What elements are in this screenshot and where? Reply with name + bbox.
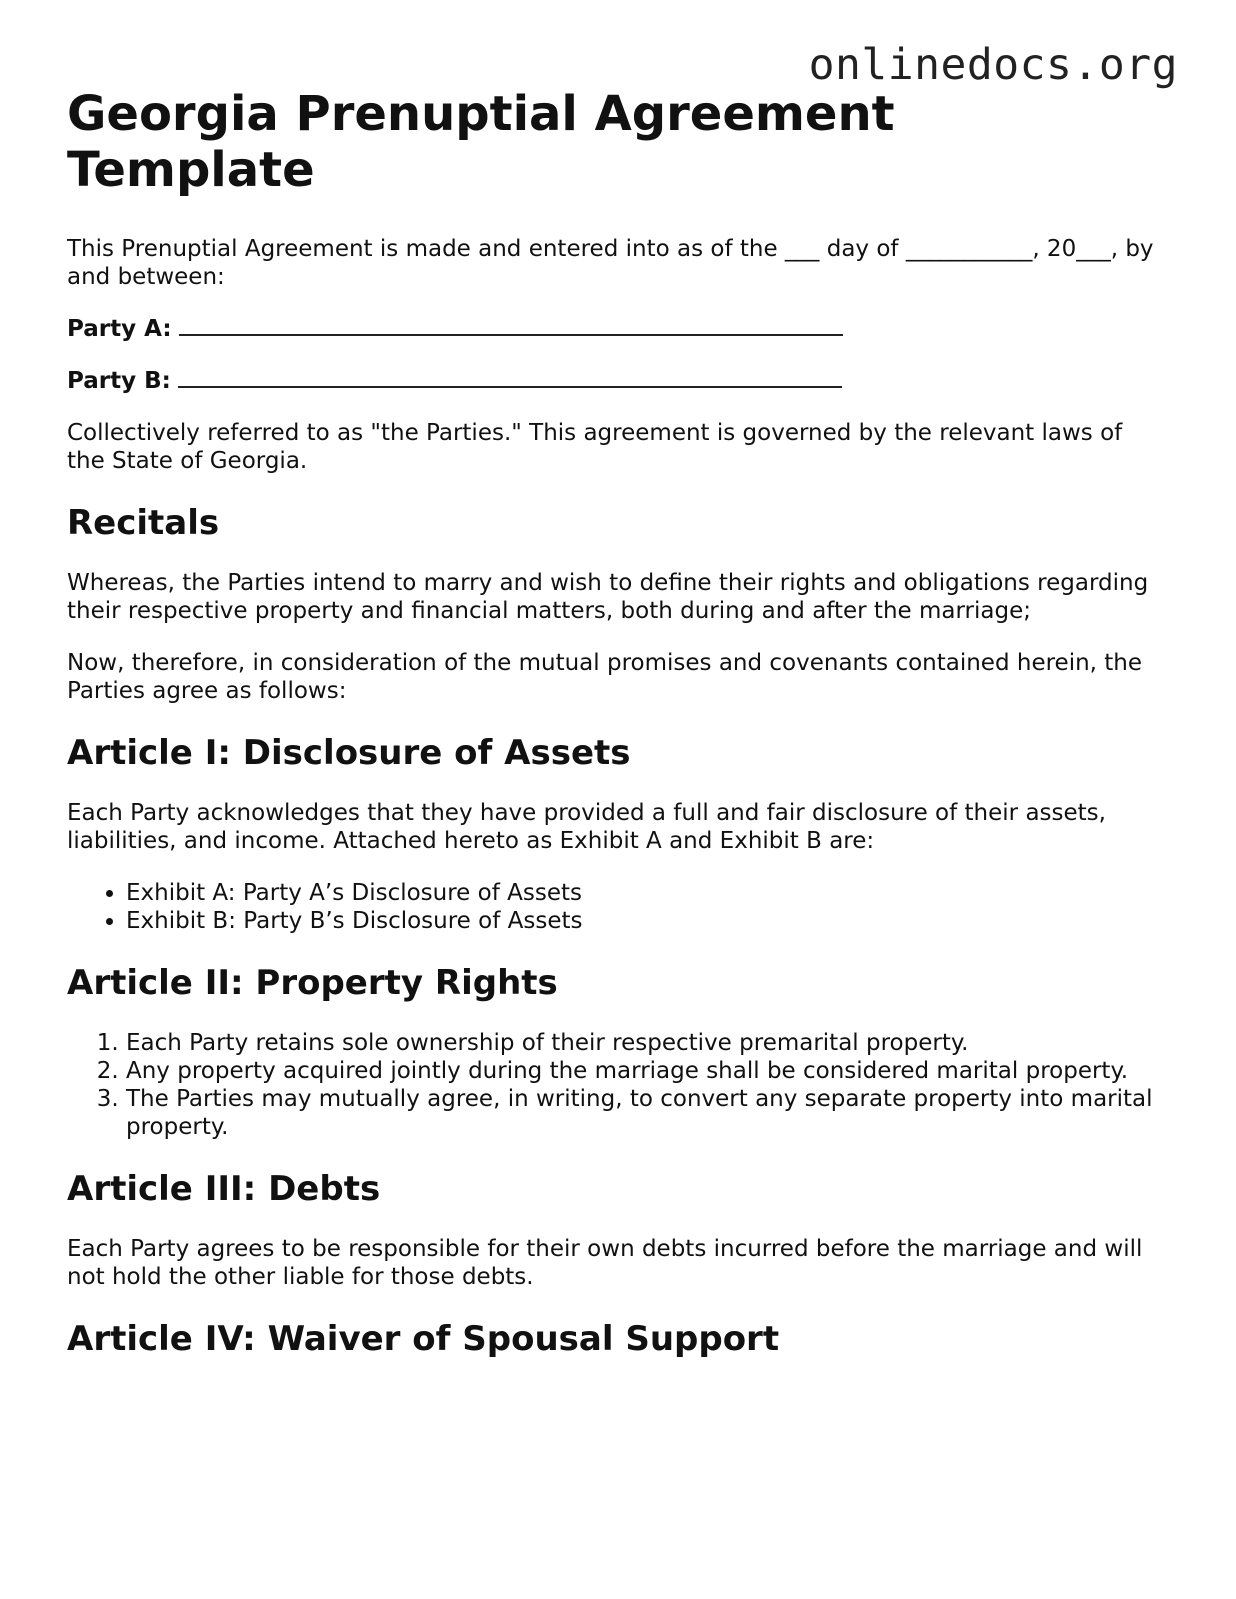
recitals-heading: Recitals [67,503,220,543]
recitals-paragraph-1: Whereas, the Parties intend to marry and wish to define their rights and obligations regarding their respective property and financial matters, both during and after the marriage; [67,570,1149,624]
watermark: onlinedocs.org [808,40,1178,90]
party-b-blank [178,368,842,388]
list-item: • Exhibit A: Party A’s Disclosure of Assets [126,879,1167,907]
exhibit-list [67,879,1167,935]
list-item: 1. Each Party retains sole ownership of their respective premarital property. [126,1029,1167,1057]
party-a-label: Party A: [67,316,172,342]
article-1-heading: Article I: Disclosure of Assets [67,733,631,773]
party-b-label: Party B: [67,368,171,394]
intro-paragraph: This Prenuptial Agreement is made and entered into as of the ___ day of ___________, 20___, by and between: [67,236,1154,290]
recitals-paragraph-2: Now, therefore, in consideration of the mutual promises and covenants contained herein, the Parties agree as follows: [67,650,1143,704]
article-1-paragraph: Each Party acknowledges that they have provided a full and fair disclosure of their assets, liabilities, and income. Attached hereto as Exhibit A and Exhibit B are: [67,800,1106,854]
collective-paragraph: Collectively referred to as "the Parties." This agreement is governed by the relevant laws of the State of Georgia. [67,420,1123,474]
party-a-line [67,315,1167,343]
document-title: Georgia Prenuptial Agreement Template [67,86,895,198]
list-item: 3. The Parties may mutually agree, in writing, to convert any separate property into marital property. [126,1085,1167,1141]
list-item: • Exhibit B: Party B’s Disclosure of Assets [126,907,1167,935]
article-3-paragraph: Each Party agrees to be responsible for their own debts incurred before the marriage and will not hold the other liable for those debts. [67,1236,1143,1290]
property-rights-list [67,1029,1167,1141]
article-3-heading: Article III: Debts [67,1169,381,1209]
document-page [67,86,1167,1385]
article-2-heading: Article II: Property Rights [67,963,558,1003]
party-a-blank [179,316,843,336]
party-b-line [67,367,1167,395]
article-4-heading: Article IV: Waiver of Spousal Support [67,1319,780,1359]
list-item: 2. Any property acquired jointly during the marriage shall be considered marital property. [126,1057,1167,1085]
